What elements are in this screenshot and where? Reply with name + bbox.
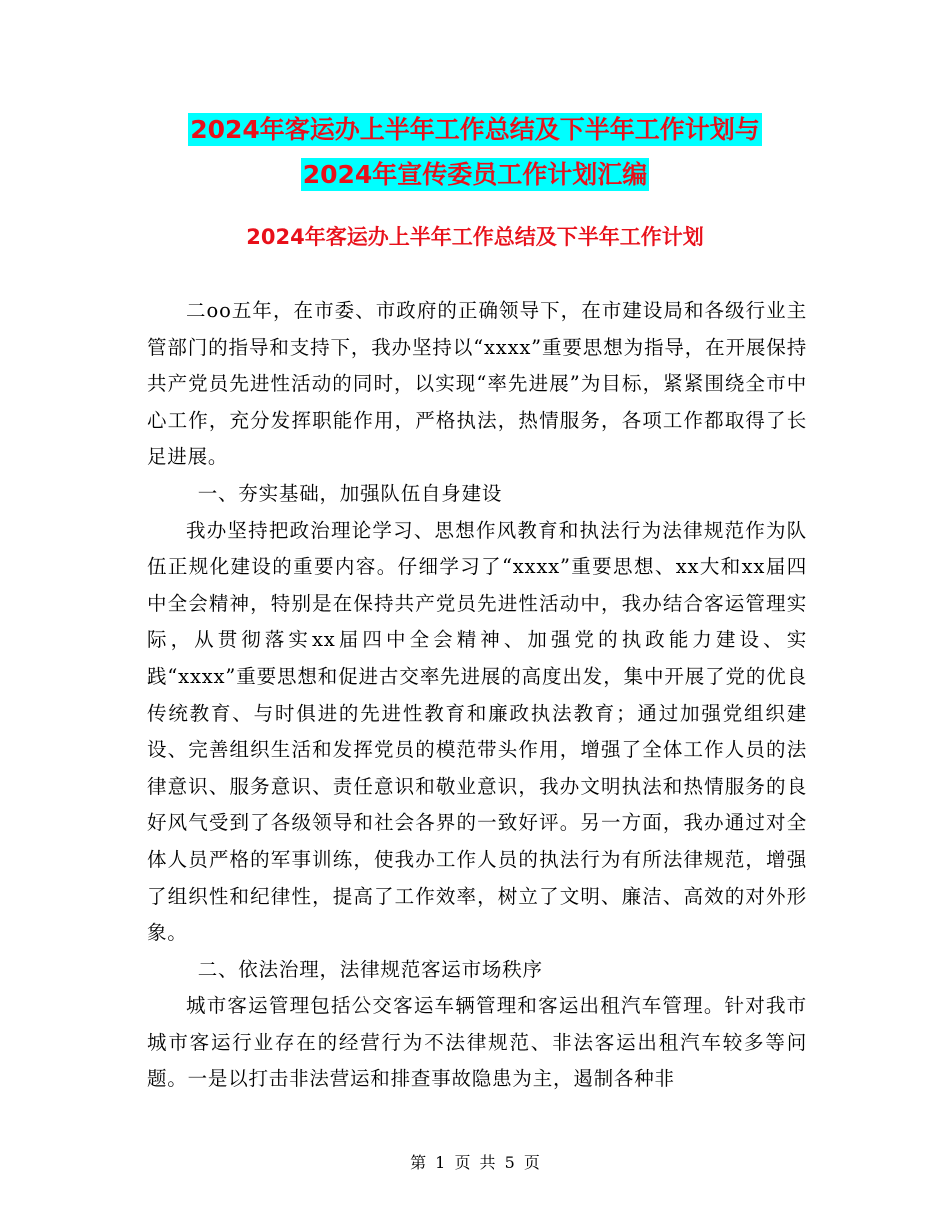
main-title-line-2-text: 2024年宣传委员工作计划汇编: [302, 160, 648, 189]
body-text: [147, 293, 807, 1098]
paragraph-market-order: 城市客运管理包括公交客运车辆管理和客运出租汽车管理。针对我市城市客运行业存在的经营行为不法律规范、非法客运出租汽车较多等问题。一是以打击非法营运和排查事故隐患为主，遏制各种非: [147, 994, 807, 1091]
main-title-line-2: [0, 158, 950, 192]
section-title: 2024年客运办上半年工作总结及下半年工作计划: [246, 225, 704, 249]
main-title-line-1: [0, 113, 950, 147]
main-title-line-1-text: 2024年客运办上半年工作总结及下半年工作计划与: [190, 115, 760, 144]
section-heading-1: 一、夯实基础，加强队伍自身建设: [197, 481, 503, 505]
page-number-footer: 第 1 页 共 5 页: [410, 1153, 540, 1172]
section-heading-2: 二、依法治理，法律规范客运市场秩序: [197, 957, 543, 981]
paragraph-intro: 二oo五年，在市委、市政府的正确领导下，在市建设局和各级行业主管部门的指导和支持下，我办坚持以“xxxx”重要思想为指导，在开展保持共产党员先进性活动的同时，以实现“率先进展”为目标，紧紧围绕全市中心工作，充分发挥职能作用，严格执法，热情服务，各项工作都取得了长足进展。: [147, 299, 807, 469]
paragraph-team-building: 我办坚持把政治理论学习、思想作风教育和执法行为法律规范作为队伍正规化建设的重要内容。仔细学习了“xxxx”重要思想、xx大和xx届四中全会精神，特别是在保持共产党员先进性活动中，我办结合客运管理实际，从贯彻落实xx届四中全会精神、加强党的执政能力建设、实践“xxxx”重要思想和促进古交率先进展的高度出发，集中开展了党的优良传统教育、与时俱进的先进性教育和廉政执法教育；通过加强党组织建设、完善组织生活和发挥党员的模范带头作用，增强了全体工作人员的法律意识、服务意识、责任意识和敬业意识，我办文明执法和热情服务的良好风气受到了各级领导和社会各界的一致好评。另一方面，我办通过对全体人员严格的军事训练，使我办工作人员的执法行为有所法律规范，增强了组织性和纪律性，提高了工作效率，树立了文明、廉洁、高效的对外形象。: [147, 518, 807, 945]
